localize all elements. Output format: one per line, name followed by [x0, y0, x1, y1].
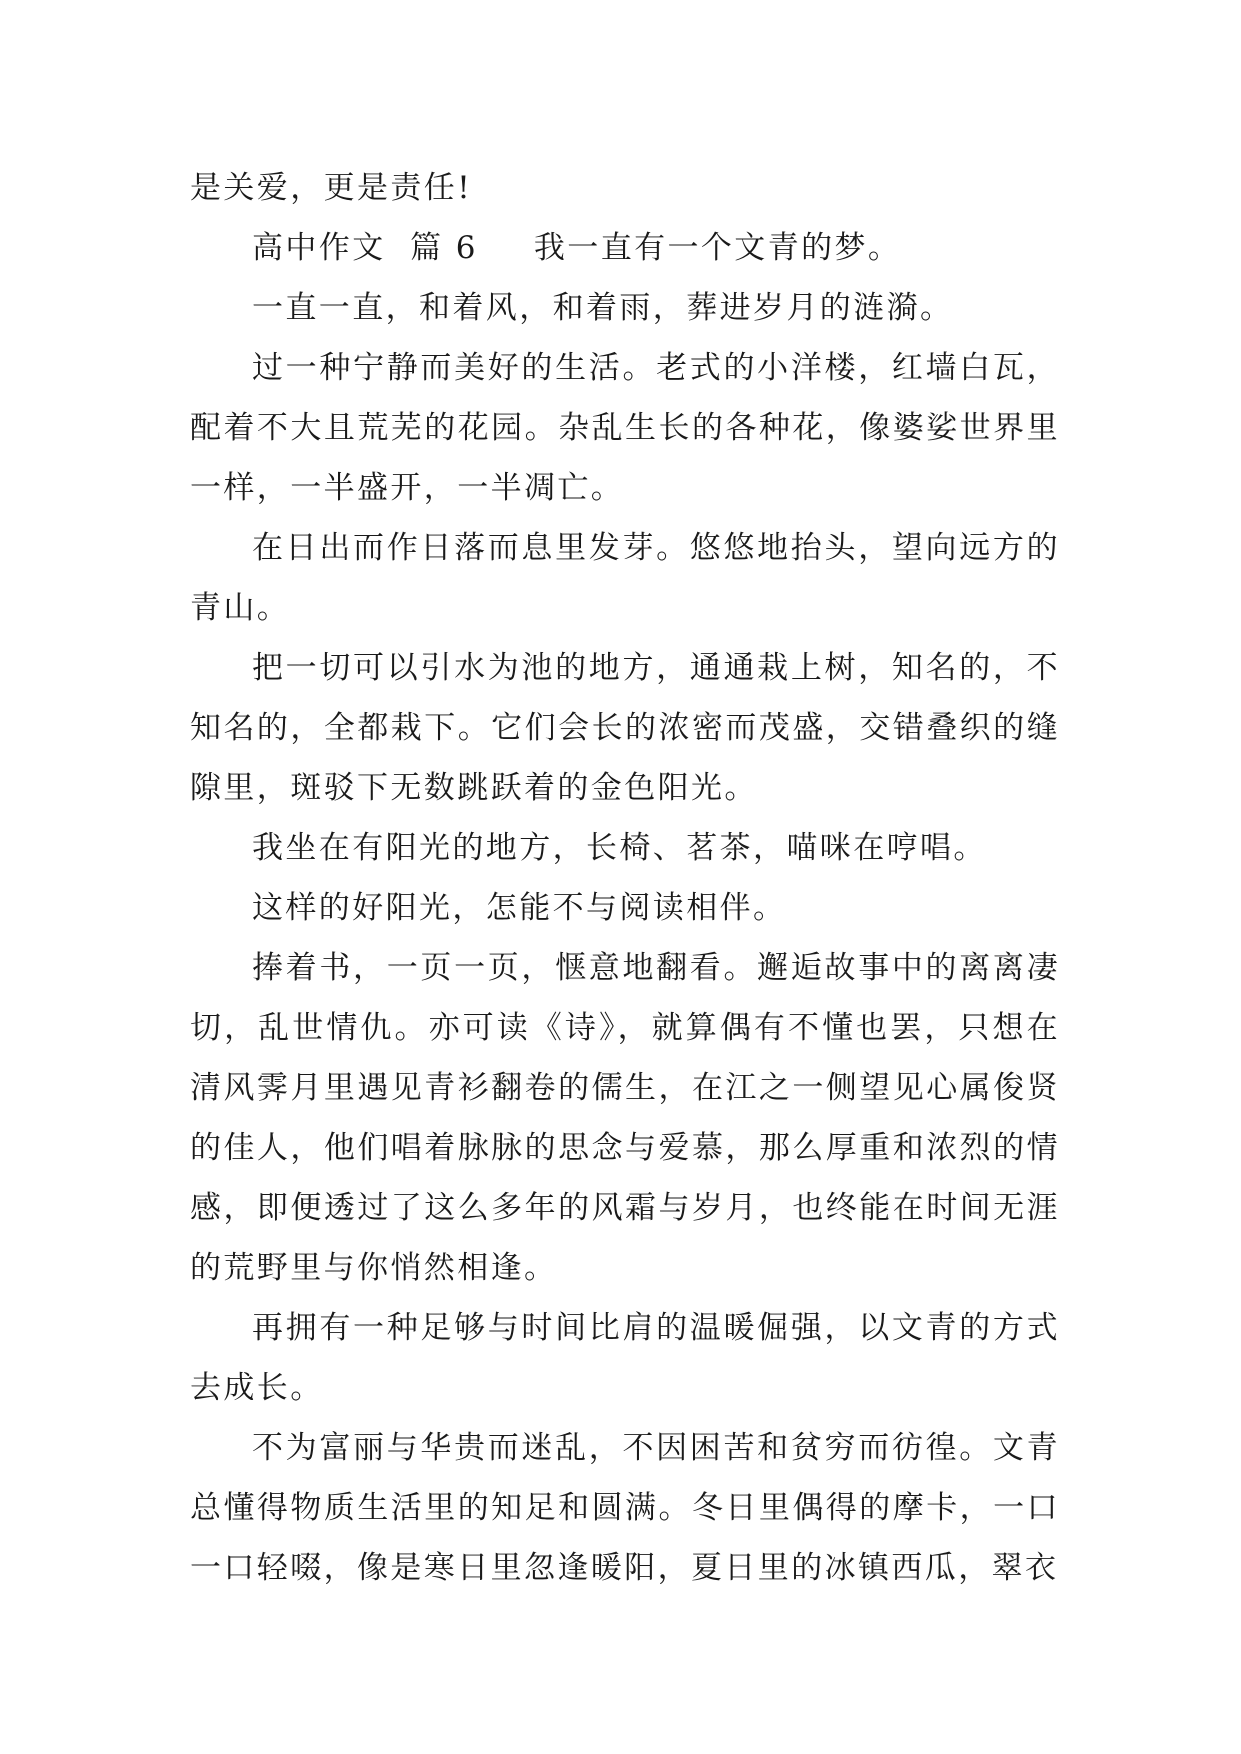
paragraph: 不为富丽与华贵而迷乱，不因困苦和贫穷而彷徨。文青总懂得物质生活里的知足和圆满。冬日里偶得的摩卡，一口一口轻啜，像是寒日里忽逢暖阳，夏日里的冰镇西瓜，翠衣 — [190, 1430, 1060, 1586]
paragraph: 捧着书，一页一页，惬意地翻看。邂逅故事中的离离凄切，乱世情仇。亦可读《诗》，就算偶有不懂也罢，只想在清风霁月里遇见青衫翻卷的儒生，在江之一侧望见心属俊贤的佳人，他们唱着脉脉的思念与爱慕，那么厚重和浓烈的情感，即便透过了这么多年的风霜与岁月，也终能在时间无涯的荒野里与你悄然相逢。 — [190, 950, 1060, 1286]
document-body — [190, 158, 1060, 1598]
paragraph: 一直一直，和着风，和着雨，葬进岁月的涟漪。 — [252, 290, 954, 326]
paragraph: 再拥有一种足够与时间比肩的温暖倔强，以文青的方式去成长。 — [190, 1310, 1060, 1406]
section-first-sentence: 我一直有一个文青的梦。 — [533, 230, 902, 266]
section-heading: 高中作文 篇 6 — [252, 230, 478, 266]
paragraph: 过一种宁静而美好的生活。老式的小洋楼，红墙白瓦，配着不大且荒芜的花园。杂乱生长的各种花，像婆娑世界里一样，一半盛开，一半凋亡。 — [190, 350, 1060, 506]
opening-line: 是关爱，更是责任! — [190, 170, 473, 206]
section-heading-line — [190, 218, 1060, 278]
paragraph: 把一切可以引水为池的地方，通通栽上树，知名的，不知名的，全都栽下。它们会长的浓密而茂盛，交错叠织的缝隙里，斑驳下无数跳跃着的金色阳光。 — [190, 650, 1060, 806]
paragraph: 这样的好阳光，怎能不与阅读相伴。 — [252, 890, 787, 926]
paragraph: 我坐在有阳光的地方，长椅、茗茶，喵咪在哼唱。 — [252, 830, 987, 866]
paragraph: 在日出而作日落而息里发芽。悠悠地抬头，望向远方的青山。 — [190, 530, 1060, 626]
